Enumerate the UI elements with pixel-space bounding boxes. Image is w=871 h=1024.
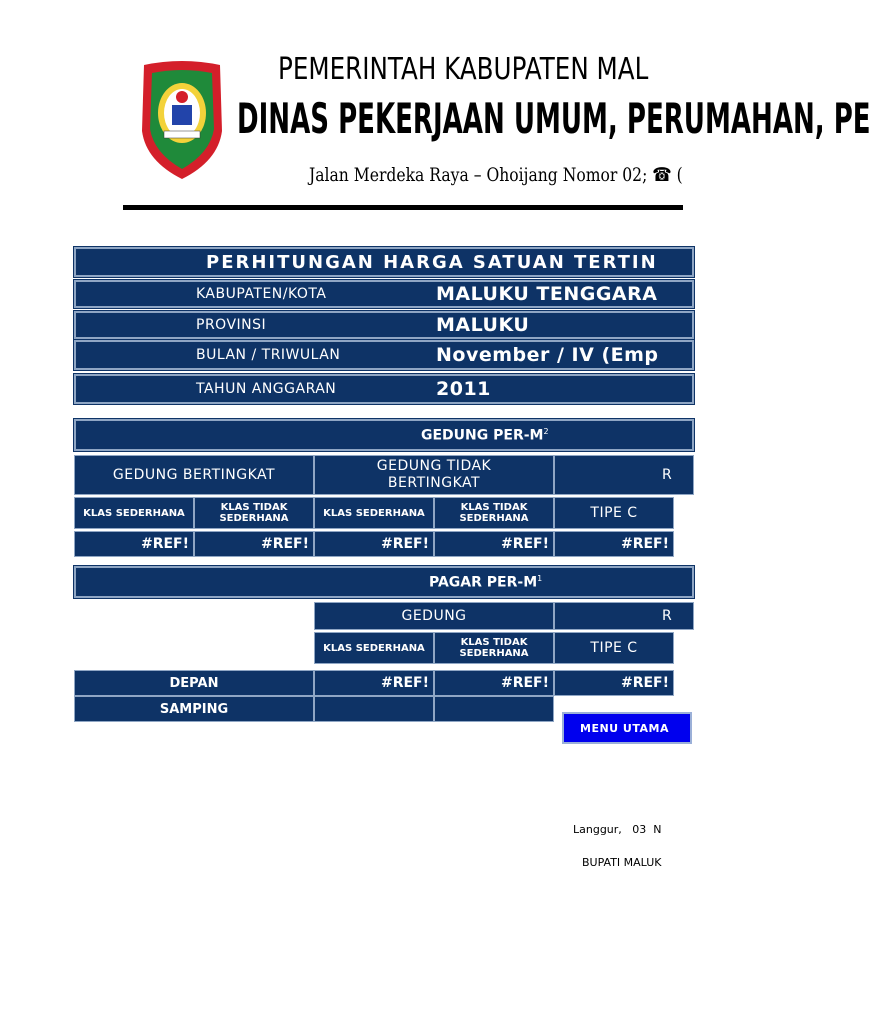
column-header xyxy=(554,455,694,495)
value-cell: #REF! xyxy=(74,531,194,557)
regency-emblem xyxy=(138,61,226,181)
subcolumn-header: KLAS TIDAK SEDERHANA xyxy=(194,497,314,529)
column-header xyxy=(554,602,694,630)
row-label-depan: DEPAN xyxy=(74,670,314,696)
info-row-tahun xyxy=(74,374,694,404)
column-header: GEDUNG BERTINGKAT xyxy=(74,455,314,495)
info-value: 2011 xyxy=(436,378,491,400)
info-label: PROVINSI xyxy=(196,317,267,333)
subcolumn-header: KLAS SEDERHANA xyxy=(314,497,434,529)
info-label: BULAN / TRIWULAN xyxy=(196,347,341,363)
pagar-section-header xyxy=(74,566,694,598)
pagar-section-title xyxy=(429,574,542,591)
pagar-title-text: PAGAR PER-M xyxy=(429,574,538,591)
pagar-title-sup: 1 xyxy=(537,574,543,583)
value-cell xyxy=(314,696,434,722)
gedung-section-header xyxy=(74,419,694,451)
subcolumn-header: KLAS TIDAK SEDERHANA xyxy=(434,497,554,529)
info-value: MALUKU xyxy=(436,314,530,336)
gedung-title-text: GEDUNG PER-M xyxy=(421,427,544,444)
info-label: KABUPATEN/KOTA xyxy=(196,286,327,302)
info-label: TAHUN ANGGARAN xyxy=(196,381,337,397)
government-title: PEMERINTAH KABUPATEN MAL xyxy=(278,52,649,87)
info-row-bulan xyxy=(74,340,694,370)
info-row-kabupaten xyxy=(74,280,694,308)
department-title: DINAS PEKERJAAN UMUM, PERUMAHAN, PE xyxy=(237,94,871,143)
subcolumn-header: TIPE C xyxy=(554,497,674,529)
value-cell: #REF! xyxy=(434,670,554,696)
report-title: PERHITUNGAN HARGA SATUAN TERTIN xyxy=(206,252,658,273)
letterhead-divider xyxy=(123,205,683,210)
subcolumn-header: KLAS SEDERHANA xyxy=(314,632,434,664)
value-cell: #REF! xyxy=(434,531,554,557)
subcolumn-header: KLAS SEDERHANA xyxy=(74,497,194,529)
gedung-section-title xyxy=(421,427,549,444)
value-cell: #REF! xyxy=(314,531,434,557)
row-label-samping: SAMPING xyxy=(74,696,314,722)
column-header: GEDUNG xyxy=(314,602,554,630)
info-value: November / IV (Emp xyxy=(436,344,659,366)
place-date: Langgur, 03 N xyxy=(573,823,662,836)
menu-utama-button[interactable] xyxy=(562,712,692,744)
gedung-title-sup: 2 xyxy=(543,427,549,436)
menu-utama-label: MENU UTAMA xyxy=(580,721,669,735)
subcolumn-header: KLAS TIDAK SEDERHANA xyxy=(434,632,554,664)
report-title-bar xyxy=(74,247,694,277)
info-row-provinsi xyxy=(74,311,694,339)
info-value: MALUKU TENGGARA xyxy=(436,283,658,305)
value-cell: #REF! xyxy=(554,670,674,696)
value-cell: #REF! xyxy=(554,531,674,557)
column-header: GEDUNG TIDAK BERTINGKAT xyxy=(314,455,554,495)
value-cell: #REF! xyxy=(314,670,434,696)
signatory-title: BUPATI MALUK xyxy=(582,856,662,869)
value-cell xyxy=(434,696,554,722)
column-header-text: R xyxy=(662,607,673,624)
address-line: Jalan Merdeka Raya – Ohoijang Nomor 02; ☎ ( xyxy=(309,164,683,186)
subcolumn-header: TIPE C xyxy=(554,632,674,664)
column-header-text: R xyxy=(662,466,673,483)
value-cell: #REF! xyxy=(194,531,314,557)
